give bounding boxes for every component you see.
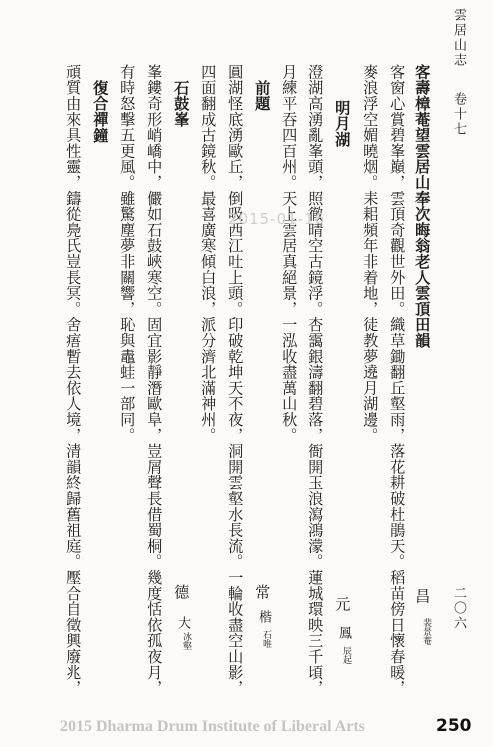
- poem-author: 德: [172, 584, 191, 600]
- header-book-title: 雲居山志: [451, 8, 466, 68]
- poem-author: 昌: [413, 588, 432, 604]
- footer-watermark: 2015 Dharma Drum Institute of Liberal Arts: [60, 718, 365, 735]
- poem-author-note: 冰壑: [181, 632, 191, 650]
- poem-author: 常: [253, 584, 272, 600]
- poem-line: 麥浪浮空媚曉烟。耒耜頻年非着地，徒教夢遶月湖邊。: [361, 64, 380, 444]
- poem-author-note: 石唯: [261, 630, 271, 648]
- poem-author-given: 楷: [256, 610, 271, 623]
- poem-line: 有時怒擊五更風。雖驚塵夢非關響，恥與鼃蛙一部同。: [118, 64, 137, 444]
- poem-title: 前題: [253, 80, 272, 112]
- poem-line: 月練平吞四百州。天上雲居真絕景，一泓收盡萬山秋。: [280, 64, 299, 444]
- poem-author-note: 辰起: [341, 646, 351, 664]
- poem-line: 頑質由來具性靈，鑄從鳧氏豈長冥。舍痦暫去依人境，清韻終歸舊祖庭。壓合自徵興廢兆，: [64, 64, 83, 696]
- date-watermark: 2015-01-16: [228, 210, 326, 228]
- poem-line: 圓湖怪底湧歐丘，倒吸西江吐上頭。印破乾坤天不夜，洞開雲壑水長流。一輪收盡空山影，: [226, 64, 245, 696]
- poem-title: 石鼓峯: [172, 80, 191, 128]
- header-volume: 卷十七: [451, 92, 466, 137]
- poem-line: 澄湖高湧亂峯頭，照徹晴空古鏡浮。杏靄銀濤翻碧落，衙開玉浪瀉鴻濛。蓮城環映三千頃，: [306, 64, 325, 696]
- poem-title: 客壽樟菴望雲居山奉次晦翁老人雲頂田韻: [413, 64, 432, 349]
- header-folio: 二〇六: [451, 586, 466, 631]
- poem-author-note: 裴景菴: [421, 618, 431, 645]
- poem-title: 復合禪鐘: [91, 80, 110, 144]
- poem-author-given: 大: [175, 616, 190, 629]
- poem-author-given: 鳳: [336, 626, 351, 639]
- poem-line: 客窗心賞碧峯巔，雲頂奇觀世外田。織草鋤翻丘壑雨，落花耕破杜鵑天。稻苗傍日懷春暖，: [388, 64, 407, 696]
- poem-title: 明月湖: [333, 100, 352, 148]
- page-number: 250: [436, 716, 472, 736]
- poem-line: 峯鏤奇形峭嶠中，儼如石鼓峽寒空。固宜影靜潛歐阜，豈屑聲長借蜀桐。幾度恬依孤夜月，: [145, 64, 164, 696]
- poem-line: 四面翻成古鏡秋。最喜廣寒傾白浪，派分濟北滿神州。: [199, 64, 218, 444]
- poem-author: 元: [333, 596, 352, 612]
